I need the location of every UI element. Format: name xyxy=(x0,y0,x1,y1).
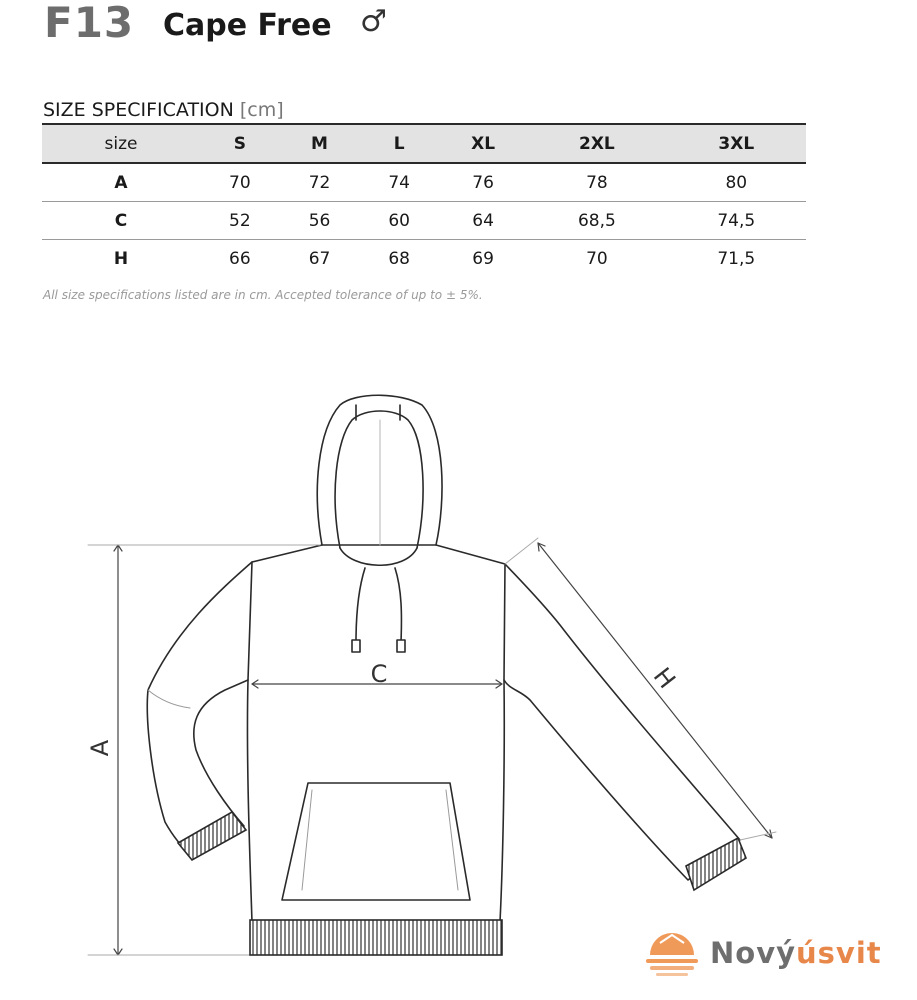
table-cell: 66 xyxy=(229,248,251,269)
size-header-label: size xyxy=(104,133,138,154)
right-cuff-rib xyxy=(686,838,746,890)
kangaroo-pocket xyxy=(282,783,470,900)
table-cell: 60 xyxy=(388,210,410,231)
table-cell: 78 xyxy=(586,172,608,193)
male-symbol-icon: ♂ xyxy=(360,4,387,39)
measure-label-c: C xyxy=(370,660,388,688)
table-cell: 74 xyxy=(388,172,410,193)
left-sleeve xyxy=(147,562,252,856)
table-cell: 67 xyxy=(308,248,331,269)
left-cuff-rib xyxy=(178,812,246,860)
logo-text xyxy=(710,936,882,970)
drawstring-left xyxy=(356,568,365,642)
table-cell: 70 xyxy=(229,172,251,193)
sunrise-icon xyxy=(640,929,704,977)
hoodie-body xyxy=(247,545,505,922)
size-spec-title-text: SIZE SPECIFICATION xyxy=(43,99,234,121)
row-label: H xyxy=(113,248,129,269)
novy-usvit-logo xyxy=(640,928,882,978)
size-column-header: L xyxy=(393,133,405,154)
table-cell: 76 xyxy=(472,172,494,193)
hem-rib xyxy=(250,920,502,955)
right-sleeve xyxy=(504,564,740,880)
table-cell: 80 xyxy=(725,172,748,193)
table-cell: 74,5 xyxy=(717,210,756,231)
row-label: A xyxy=(114,172,128,193)
logo-text-main: Nový xyxy=(710,936,797,970)
table-cell: 71,5 xyxy=(717,248,756,269)
table-cell: 69 xyxy=(472,248,494,269)
size-column-header: S xyxy=(233,133,246,154)
drawstring-right xyxy=(395,568,401,642)
hood-inner xyxy=(335,411,423,548)
size-column-header: 2XL xyxy=(579,133,615,154)
product-name: Cape Free xyxy=(163,8,332,43)
measure-label-h: H xyxy=(647,662,681,694)
size-column-header: XL xyxy=(471,133,496,154)
size-column-header: 3XL xyxy=(718,133,755,154)
table-cell: 68,5 xyxy=(577,210,616,231)
table-cell: 70 xyxy=(586,248,608,269)
table-cell: 52 xyxy=(229,210,251,231)
table-cell: 72 xyxy=(308,172,331,193)
table-cell: 64 xyxy=(472,210,494,231)
measure-label-a: A xyxy=(86,739,114,757)
size-column-header: M xyxy=(311,133,328,154)
tolerance-note: All size specifications listed are in cm. Accepted tolerance of up to ± 5%. xyxy=(43,288,483,302)
product-code: F13 xyxy=(44,0,135,47)
table-cell: 68 xyxy=(388,248,410,269)
logo-text-accent: úsvit xyxy=(796,936,882,970)
size-spec-unit: [cm] xyxy=(239,99,284,121)
table-cell: 56 xyxy=(308,210,331,231)
row-label: C xyxy=(114,210,128,231)
